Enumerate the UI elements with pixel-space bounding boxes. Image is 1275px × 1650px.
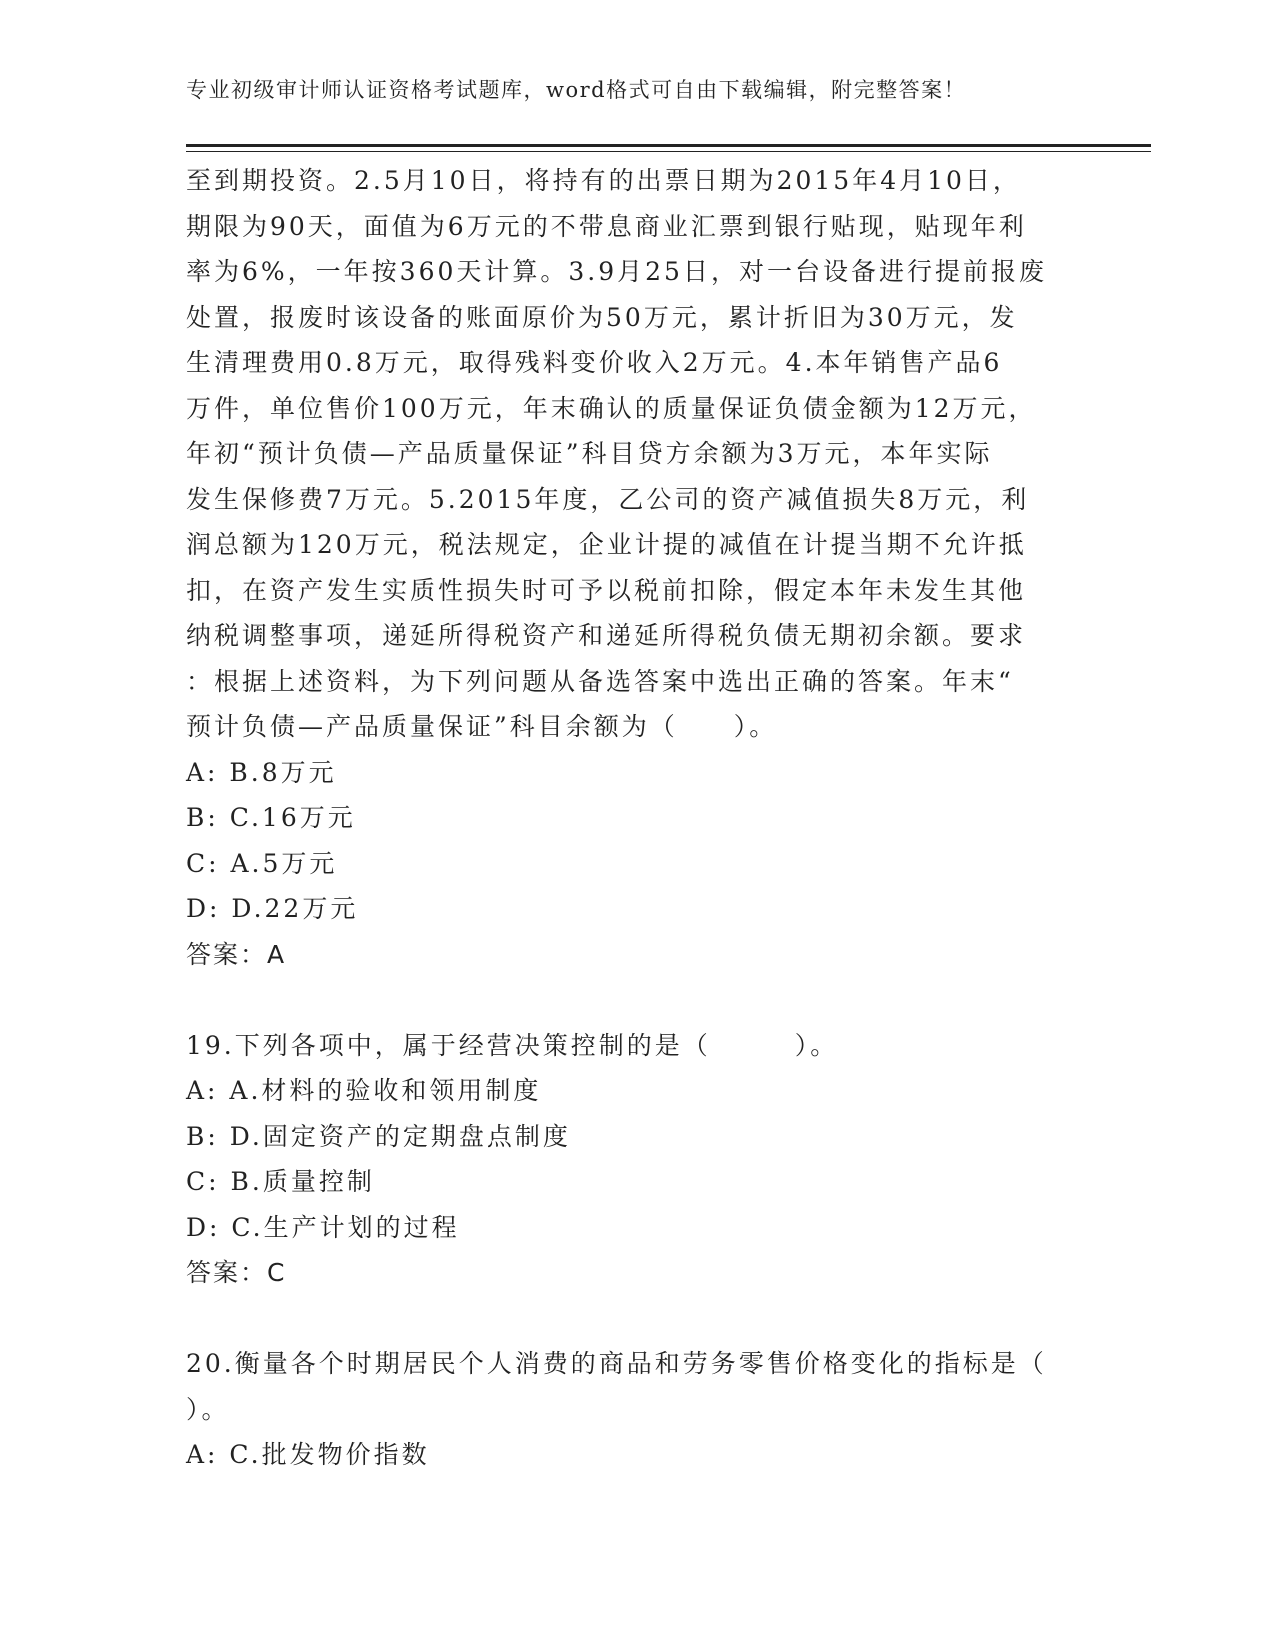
option-d: D: D.22万元 — [186, 894, 359, 923]
question-stem-line: 纳税调整事项，递延所得税资产和递延所得税负债无期初余额。要求 — [186, 621, 1027, 650]
question-stem-line: 至到期投资。2.5月10日，将持有的出票日期为2015年4月10日， — [186, 166, 1021, 195]
question-content — [186, 158, 1076, 1478]
answer-label: 答案：C — [186, 1258, 287, 1287]
option-c: C: B.质量控制 — [186, 1167, 375, 1196]
page-header: 专业初级审计师认证资格考试题库，word格式可自由下载编辑，附完整答案！ — [186, 78, 967, 102]
question-stem-line: 生清理费用0.8万元，取得残料变价收入2万元。4.本年销售产品6 — [186, 348, 1003, 377]
header-divider-thick — [186, 144, 1151, 147]
question-stem-line: 万件，单位售价100万元，年末确认的质量保证负债金额为12万元， — [186, 393, 1037, 423]
question-stem-line: 率为6%，一年按360天计算。3.9月25日，对一台设备进行提前报废 — [186, 257, 1047, 286]
spacer — [186, 1296, 1076, 1342]
option-b: B: D.固定资产的定期盘点制度 — [186, 1121, 571, 1151]
option-c: C: A.5万元 — [186, 848, 338, 878]
header-divider-thin — [186, 151, 1151, 152]
question-stem-line: 润总额为120万元，税法规定，企业计提的减值在计提当期不允许抵 — [186, 530, 1027, 559]
question-18 — [186, 158, 1076, 977]
question-stem-line: 期限为90天，面值为6万元的不带息商业汇票到银行贴现，贴现年利 — [186, 211, 1027, 241]
question-stem-line: 处置，报废时该设备的账面原价为50万元，累计折旧为30万元，发 — [186, 302, 1018, 332]
spacer — [186, 977, 1076, 1023]
question-stem-line: 发生保修费7万元。5.2015年度，乙公司的资产减值损失8万元，利 — [186, 484, 1030, 514]
question-stem-line: ）。 — [186, 1394, 230, 1424]
option-d: D: C.生产计划的过程 — [186, 1212, 460, 1242]
question-19 — [186, 1023, 1076, 1296]
question-stem-line: ：根据上述资料，为下列问题从备选答案中选出正确的答案。年末“ — [186, 666, 1014, 696]
question-stem-line: 扣，在资产发生实质性损失时可予以税前扣除，假定本年未发生其他 — [186, 575, 1027, 605]
question-stem-line: 20.衡量各个时期居民个人消费的商品和劳务零售价格变化的指标是（ — [186, 1349, 1047, 1378]
option-b: B: C.16万元 — [186, 803, 356, 832]
question-stem-line: 19.下列各项中，属于经营决策控制的是（ ）。 — [186, 1030, 839, 1060]
question-20 — [186, 1341, 1076, 1478]
answer-label: 答案：A — [186, 939, 287, 969]
option-a: A: B.8万元 — [186, 757, 337, 787]
question-stem-line: 预计负债—产品质量保证”科目余额为（ ）。 — [186, 712, 778, 741]
option-a: A: A.材料的验收和领用制度 — [186, 1076, 542, 1105]
option-a: A: C.批发物价指数 — [186, 1440, 430, 1469]
question-stem-line: 年初“预计负债—产品质量保证”科目贷方余额为3万元，本年实际 — [186, 439, 993, 468]
